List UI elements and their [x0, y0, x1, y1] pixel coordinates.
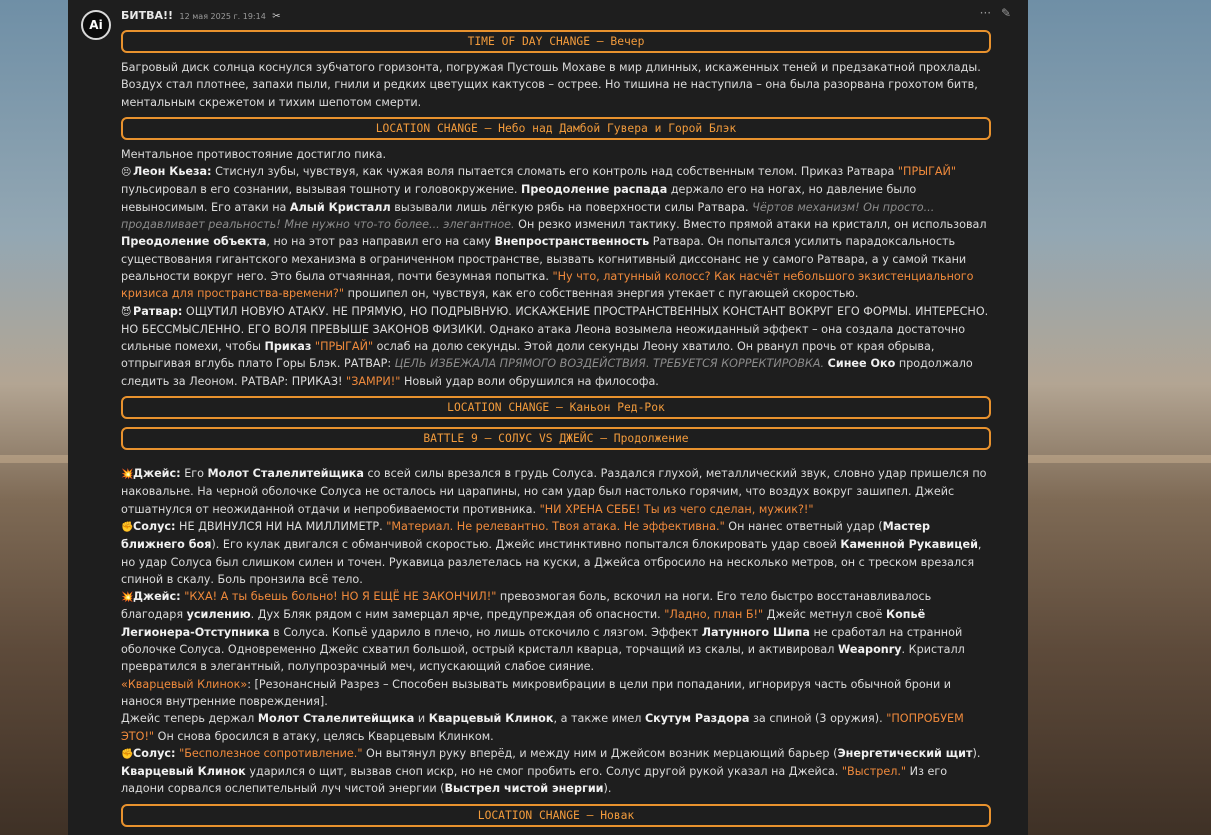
message-content	[121, 28, 991, 829]
ratvar-paragraph: 😈 Ратвар: ОЩУТИЛ НОВУЮ АТАКУ. НЕ ПРЯМУЮ, НО ПОДРЫВНУЮ. ИСКАЖЕНИЕ ПРОСТРАНСТВЕННЫХ КОНСТАНТ ВОКРУГ ЕГО ФОРМЫ. ИНТЕРЕСНО. НО БЕССМЫСЛЕННО. ЕГО ВОЛЯ ПРЕВЫШЕ ЗАКОНОВ ФИЗИКИ. Однако атака Леона возымела неожиданный эффект – она создала достаточно сильные помехи, чтобы Приказ "ПРЫГАЙ" ослаб на долю секунды. Этой доли секунды Леону хватило. Он рванул прочь от края обрыва, отпрыгивая вглубь плато Горы Блэк. РАТВАР: ЦЕЛЬ ИЗБЕЖАЛА ПРЯМОГО ВОЗДЕЙСТВИЯ. ТРЕБУЕТСЯ КОРРЕКТИРОВКА. Синее Око продолжало следить за Леоном. РАТВАР: ПРИКАЗ! "ЗАМРИ!" Новый удар воли обрушился на философа.	[121, 304, 989, 388]
collision-icon: 💥	[121, 592, 134, 604]
paragraph-sunset: Багровый диск солнца коснулся зубчатого горизонта, погружая Пустошь Мохаве в мир длинных, искаженных теней и предзакатной прохлады. Воздух стал плотнее, запахи пыли, гнили и редких цветущих кактусов – острее. Но тишина не наступила – она была разорвана грохотом битв, ментальным скрежетом и тихим шепотом смерти.	[121, 61, 981, 109]
desert-background-left	[0, 0, 68, 835]
fist-icon: ✊	[121, 748, 134, 760]
paragraph-peak: Ментальное противостояние достигло пика.	[121, 147, 387, 161]
jace-paragraph-1: 💥Джейс: Его Молот Сталелитейщика со всей силы врезался в грудь Солуса. Раздался глухой, металлический звук, словно удар пришелся по наковальне. На черной оболочке Солуса не осталось ни царапины, но сам удар был настолько горячим, что воздух вокруг зашипел. Джейс отшатнулся от неожиданной отдачи и непробиваемости противника. "НИ ХРЕНА СЕБЕ! Ты из чего сделан, мужик?!"	[121, 467, 987, 516]
leon-paragraph: 😣 Леон Кьеза: Стиснул зубы, чувствуя, как чужая воля пытается сломать его контроль над собственным телом. Приказ Ратвара "ПРЫГАЙ" пульсировал в его сознании, вызывая тошноту и головокружение. Преодоление распада держало его на ногах, но давление было невыносимым. Его атаки на Алый Кристалл вызывали лишь лёгкую рябь на поверхности силы Ратвара. Чёртов механизм! Он просто... продавливает реальность! Мне нужно что-то более... элегантное. Он резко изменил тактику. Вместо прямой атаки на кристалл, он использовал Преодоление объекта, но на этот раз направил его на саму Внепространственность Ратвара. Он попытался усилить парадоксальность существования гигантского механизма в ограниченном пространстве, вызвать когнитивный диссонанс не у самого Ратвара, а у самой ткани реальности вокруг него. Это была отчаянная, почти безумная попытка. "Ну что, латунный колосс? Как насчёт небольшого экзистенциального кризиса для пространства-времени?" прошипел он, чувствуя, как его собственная энергия утекает с пугающей скоростью.	[121, 165, 987, 301]
edit-icon[interactable]: ✎	[1000, 6, 1011, 20]
message-header	[121, 9, 281, 22]
author-name[interactable]: БИТВА!!	[121, 9, 174, 22]
wrench-icon: ✂	[272, 11, 281, 22]
message-actions	[974, 6, 1011, 20]
solus-paragraph-2: ✊Солус: "Бесполезное сопротивление." Он вытянул руку вперёд, и между ним и Джейсом возник мерцающий барьер (Энергетический щит). Кварцевый Клинок ударился о щит, вызвав сноп искр, но не смог пробить его. Солус другой рукой указал на Джейса. "Выстрел." Из его ладони сорвался ослепительный луч чистой энергии (Выстрел чистой энергии).	[121, 746, 981, 796]
crystal-blade-paragraph: «Кварцевый Клинок»: [Резонансный Разрез – Способен вызывать микровибрации в цели при попадании, игнорируя часть обычной брони и нанося внутренние повреждения].	[121, 677, 952, 708]
location-box-hoover: LOCATION CHANGE – Небо над Дамбой Гувера и Горой Блэк	[121, 117, 991, 140]
more-icon[interactable]: ···	[979, 6, 992, 20]
avatar-text: Ai	[89, 18, 103, 32]
location-box-novak: LOCATION CHANGE – Новак	[121, 804, 991, 827]
devil-face-icon: 😈	[121, 306, 132, 318]
jace-paragraph-3: Джейс теперь держал Молот Сталелитейщика и Кварцевый Клинок, а также имел Скутум Раздора за спиной (3 оружия). "ПОПРОБУЕМ ЭТО!" Он снова бросился в атаку, целясь Кварцевым Клинком.	[121, 712, 964, 743]
desert-background-right	[1028, 0, 1211, 835]
solus-paragraph-1: ✊Солус: НЕ ДВИНУЛСЯ НИ НА МИЛЛИМЕТР. "Материал. Не релевантно. Твоя атака. Не эффективна." Он нанес ответный удар (Мастер ближнего боя). Его кулак двигался с обманчивой скоростью. Джейс инстинктивно попытался блокировать удар своей Каменной Рукавицей, но удар Солуса был слишком силен и точен. Рукавица разлетелась на куски, а Джейса отбросило на несколько метров, он с треском врезался спиной в скалу. Боль пронзила всё тело.	[121, 519, 982, 586]
jace-paragraph-2: 💥Джейс: "КХА! А ты бьешь больно! НО Я ЕЩЁ НЕ ЗАКОНЧИЛ!" превозмогая боль, вскочил на ноги. Его тело быстро восстанавливалось благодаря усилению. Дух Бляк рядом с ним замерцал ярче, предупреждая об опасности. "Ладно, план Б!" Джейс метнул своё Копьё Легионера-Отступника в Солуса. Копьё ударило в плечо, но лишь отскочило с лязгом. Эффект Латунного Шипа не сработал на странной оболочке Солуса. Одновременно Джейс схватил большой, острый кристалл кварца, торчащий из скалы, и активировал Weaponry. Кристалл превратился в элегантный, полупрозрачный меч, испускающий слабое сияние.	[121, 590, 965, 674]
fist-icon: ✊	[121, 521, 134, 533]
tired-face-icon: 😣	[121, 167, 132, 179]
message-panel	[68, 0, 1028, 835]
location-box-redrock: LOCATION CHANGE – Каньон Ред-Рок	[121, 396, 991, 419]
avatar[interactable]	[81, 10, 111, 40]
time-of-day-box: TIME OF DAY CHANGE – Вечер	[121, 30, 991, 53]
battle-box: BATTLE 9 – СОЛУС VS ДЖЕЙС – Продолжение	[121, 427, 991, 450]
collision-icon: 💥	[121, 469, 134, 481]
timestamp: 12 мая 2025 г. 19:14	[179, 12, 266, 21]
